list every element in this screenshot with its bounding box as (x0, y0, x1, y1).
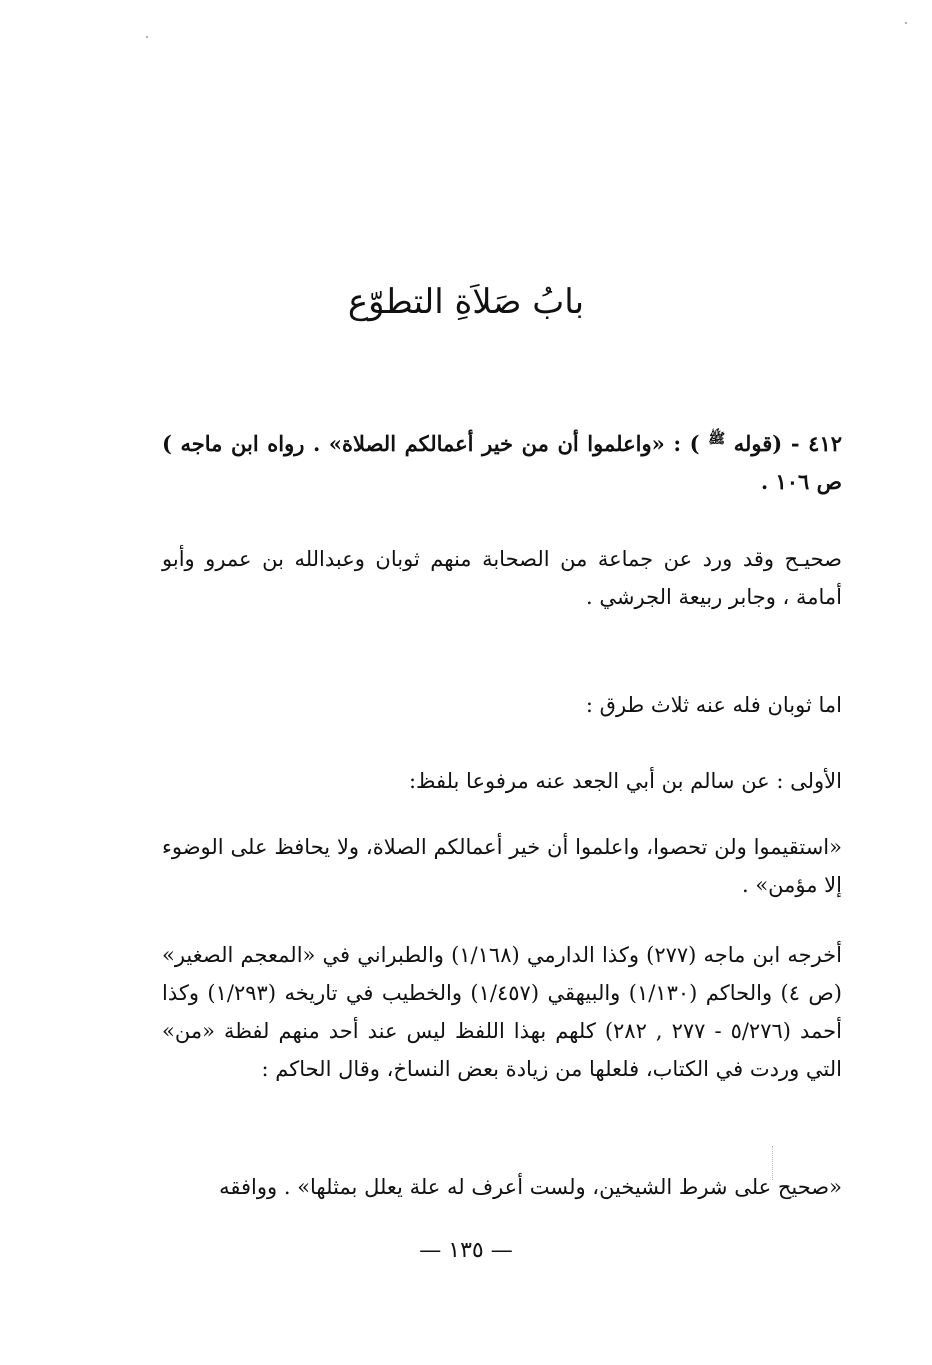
scan-speck (146, 36, 148, 38)
takhrij-paragraph: أخرجه ابن ماجه (٢٧٧) وكذا الدارمي (١/١٦٨) والطبراني في «المعجم الصغير» (ص ٤) والحاكم (١/١٣٠) والبيهقي (١/٤٥٧) والخطيب في تاريخه (١/٢٩٣) وكذا أحمد (٥/٢٧٦ - ٢٧٧ , ٢٨٢) كلهم بهذا اللفظ ليس عند أحد منهم لفظة «من» التي وردت في الكتاب، فلعلها من زيادة بعض النساخ، وقال الحاكم : (162, 943, 842, 1081)
hadith-quote: «استقيموا ولن تحصوا، واعلموا أن خير أعمالكم الصلاة، ولا يحافظ على الوضوء إلا مؤمن» . (162, 835, 842, 897)
scan-speck (905, 22, 907, 24)
thawban-paragraph: اما ثوبان فله عنه ثلاث طرق : (585, 693, 842, 717)
hadith-label: ٤١٢ - (قوله (733, 431, 843, 456)
hadith-text: ) : «واعلموا أن من خير أعمالكم الصلاة» . رواه ابن ماجه ) ص ١٠٦ . (162, 431, 842, 494)
first-way-paragraph: الأولى : عن سالم بن أبي الجعد عنه مرفوعا بلفظ: (408, 769, 842, 793)
salla-icon: ﷺ (708, 431, 726, 447)
sahih-paragraph: صحيـح وقد ورد عن جماعة من الصحابة منهم ثوبان وعبدالله بن عمرو وأبو أمامة ، وجابر ربيعة الجرشي . (162, 547, 842, 609)
hadith-412 (162, 420, 842, 501)
chapter-title: بابُ صَلاَةِ التطوّع (347, 282, 585, 322)
page-number: — ١٣٥ — (419, 1238, 513, 1263)
hakim-quote: «صحيح على شرط الشيخين، ولست أعرف له علة يعلل بمثلها» . ووافقه (219, 1175, 842, 1199)
